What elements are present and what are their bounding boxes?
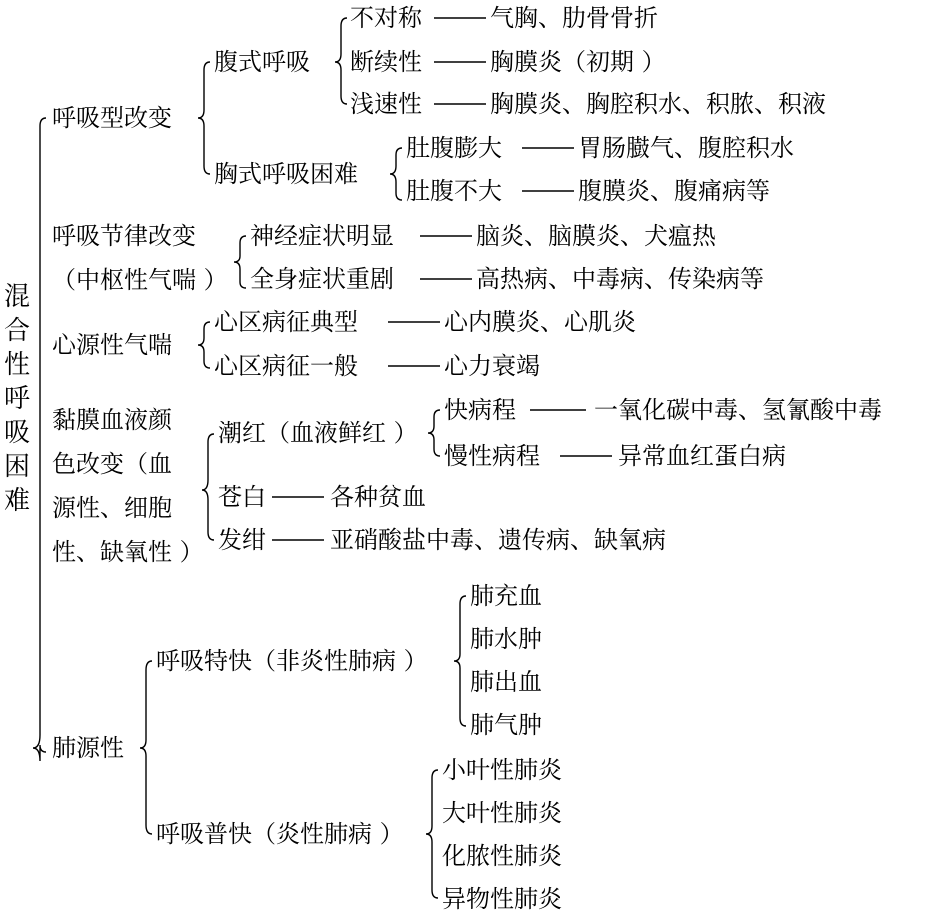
- cause-pleurisy-effusion: 胸膜炎、胸腔积水、积脓、积液: [490, 90, 826, 118]
- mucosa-brace: [202, 434, 214, 540]
- root-label: 混合性呼吸困难: [3, 282, 30, 516]
- general-brace: [426, 770, 438, 898]
- fast-brace: [454, 596, 466, 726]
- mucosa-label-line: 色改变（血: [52, 450, 172, 478]
- flush-label: 潮红（血液鲜红 ）: [218, 419, 418, 447]
- pulmonary-label: 肺源性: [52, 734, 124, 762]
- lung-condition-item: 肺水肿: [470, 625, 542, 653]
- pneumonia-item: 大叶性肺炎: [442, 799, 562, 827]
- lung-condition-item: 肺气肿: [470, 711, 542, 739]
- resp-type-brace: [198, 62, 210, 174]
- root-brace: [33, 118, 46, 761]
- pneumonia-item: 化脓性肺炎: [442, 842, 562, 870]
- lung-condition-item: 肺充血: [470, 582, 542, 610]
- abdominal-brace: [335, 18, 347, 104]
- cause-nitrite-poisoning: 亚硝酸盐中毒、遗传病、缺氧病: [330, 526, 666, 554]
- cond-chronic-course: 慢性病程: [444, 442, 540, 470]
- mucosa-label-line: 性、缺氧性 ）: [52, 538, 204, 566]
- cond-pale: 苍白: [218, 483, 266, 511]
- general-breathing-label: 呼吸普快（炎性肺病 ）: [156, 820, 404, 848]
- rhythm-sublabel: （中枢性气喘 ）: [52, 266, 228, 294]
- mucosa-label-line: 源性、细胞: [52, 494, 172, 522]
- cause-fever-poisoning: 高热病、中毒病、传染病等: [476, 265, 764, 293]
- resp-type-label: 呼吸型改变: [52, 104, 172, 132]
- cause-peritonitis: 腹膜炎、腹痛病等: [578, 177, 770, 205]
- rhythm-brace: [234, 236, 246, 288]
- cond-general-cardiac: 心区病征一般: [214, 352, 358, 380]
- cardiac-label: 心源性气喘: [52, 331, 172, 359]
- cond-neuro-signs: 神经症状明显: [250, 222, 394, 250]
- cond-cyanosis: 发绀: [218, 526, 266, 554]
- cond-intermittent: 断续性: [350, 48, 422, 76]
- cond-typical-cardiac: 心区病征典型: [214, 308, 358, 336]
- thoracic-brace: [390, 148, 402, 200]
- cond-systemic-signs: 全身症状重剧: [250, 265, 394, 293]
- cause-encephalitis: 脑炎、脑膜炎、犬瘟热: [476, 222, 716, 250]
- pneumonia-item: 异物性肺炎: [442, 885, 562, 913]
- cond-fast-course: 快病程: [444, 396, 516, 424]
- cond-distended-abdomen: 肚腹膨大: [406, 134, 502, 162]
- cond-normal-abdomen: 肚腹不大: [406, 177, 502, 205]
- cardiac-brace: [198, 322, 210, 368]
- cause-hemoglobinopathy: 异常血红蛋白病: [618, 442, 786, 470]
- cause-co-poisoning: 一氧化碳中毒、氢氰酸中毒: [594, 396, 882, 424]
- mucosa-label-line: 黏膜血液颜: [52, 406, 172, 434]
- cause-anemia: 各种贫血: [330, 483, 426, 511]
- rhythm-label: 呼吸节律改变: [52, 222, 196, 250]
- cause-pneumothorax: 气胸、肋骨骨折: [490, 4, 658, 32]
- flush-brace: [428, 410, 440, 456]
- cause-heart-failure: 心力衰竭: [444, 352, 540, 380]
- thoracic-label: 胸式呼吸困难: [214, 160, 358, 188]
- cause-tympany-ascites: 胃肠臌气、腹腔积水: [578, 134, 794, 162]
- cond-shallow-rapid: 浅速性: [350, 90, 422, 118]
- cond-asymmetric: 不对称: [350, 4, 422, 32]
- cause-endocarditis: 心内膜炎、心肌炎: [444, 308, 636, 336]
- cause-pleurisy-early: 胸膜炎（初期 ）: [490, 48, 666, 76]
- abdominal-label: 腹式呼吸: [214, 48, 310, 76]
- pulmonary-brace: [140, 661, 152, 834]
- lung-condition-item: 肺出血: [470, 668, 542, 696]
- pneumonia-item: 小叶性肺炎: [442, 756, 562, 784]
- fast-breathing-label: 呼吸特快（非炎性肺病 ）: [156, 647, 428, 675]
